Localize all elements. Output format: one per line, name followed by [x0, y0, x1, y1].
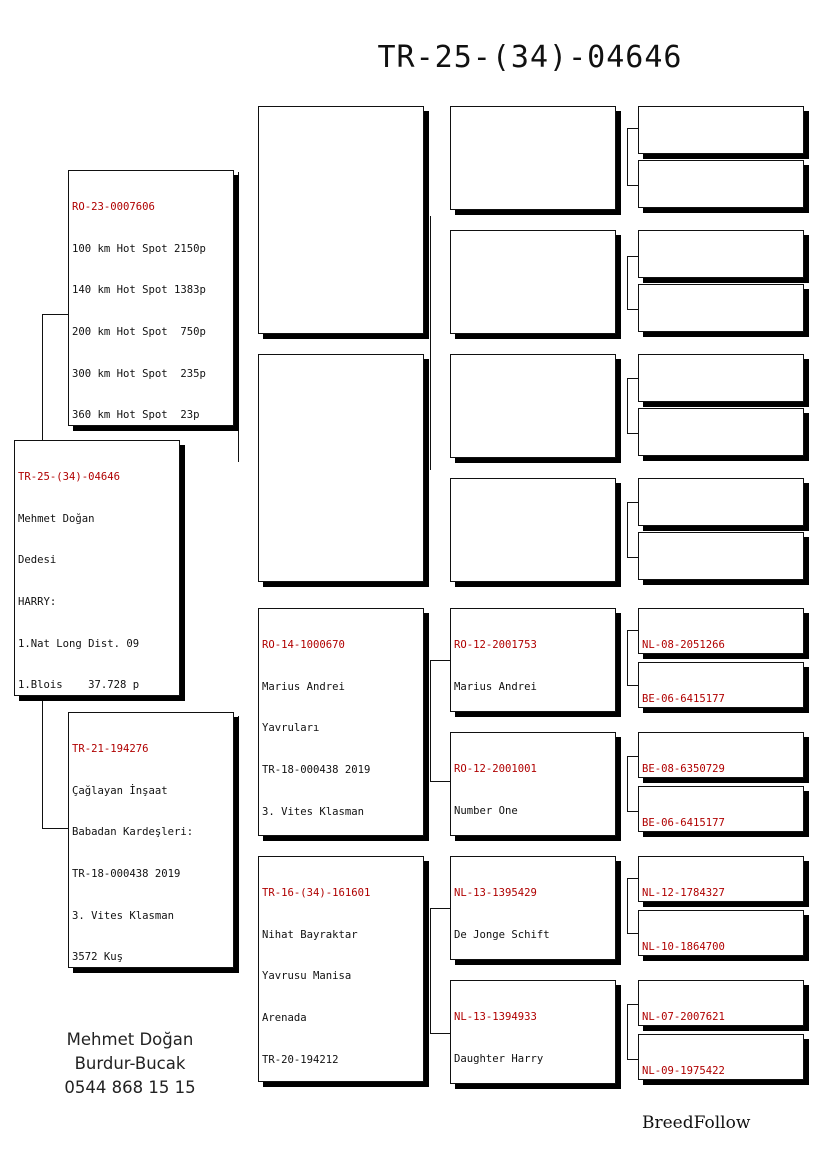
- card-line: 3. Vites Klasman: [72, 909, 175, 922]
- ring-number: NL-13-1395429: [454, 886, 537, 899]
- card-line: Marius Andrei: [454, 680, 537, 693]
- connector: [430, 908, 451, 1034]
- ring-number: NL-10-1864700: [642, 940, 725, 953]
- pedigree-title: TR-25-(34)-04646: [377, 40, 683, 75]
- connector: [430, 216, 451, 470]
- g4-card-empty[interactable]: [638, 532, 804, 580]
- g4-card[interactable]: [638, 608, 804, 654]
- g4-card[interactable]: [638, 856, 804, 902]
- g4-card-empty[interactable]: [638, 230, 804, 278]
- ring-number: RO-12-2001753: [454, 638, 537, 651]
- connector: [238, 172, 259, 462]
- ring-number: BE-06-6415177: [642, 816, 725, 829]
- card-line: 300 km Hot Spot 235p: [72, 367, 206, 380]
- connector: [42, 314, 70, 441]
- ring-number: RO-14-1000670: [262, 638, 345, 651]
- g4-card[interactable]: [638, 980, 804, 1026]
- sire-dam-card[interactable]: [258, 354, 424, 582]
- g3-card-empty[interactable]: [450, 354, 616, 458]
- g3-card[interactable]: [450, 856, 616, 960]
- dam-sire-card[interactable]: [258, 608, 424, 836]
- g4-card-empty[interactable]: [638, 408, 804, 456]
- card-line: TR-20-194212: [262, 1053, 339, 1066]
- ring-number: BE-06-6415177: [642, 692, 725, 705]
- g4-card[interactable]: [638, 786, 804, 832]
- g4-card[interactable]: [638, 732, 804, 778]
- card-line: Nihat Bayraktar: [262, 928, 358, 941]
- g3-card[interactable]: [450, 608, 616, 712]
- g3-card[interactable]: [450, 980, 616, 1084]
- g4-card-empty[interactable]: [638, 106, 804, 154]
- card-line: Babadan Kardeşleri:: [72, 826, 194, 839]
- ring-number: NL-07-2007621: [642, 1010, 725, 1023]
- card-line: Yavrusu Manisa: [262, 970, 352, 983]
- ring-number: TR-25-(34)-04646: [18, 470, 121, 483]
- owner-location: Burdur-Bucak: [74, 1054, 186, 1073]
- ring-number: TR-16-(34)-161601: [262, 886, 371, 899]
- owner-name: Mehmet Doğan: [66, 1030, 194, 1049]
- g4-card[interactable]: [638, 910, 804, 956]
- g4-card-empty[interactable]: [638, 478, 804, 526]
- card-line: 140 km Hot Spot 1383p: [72, 284, 206, 297]
- dam-dam-card[interactable]: [258, 856, 424, 1082]
- g4-card[interactable]: [638, 1034, 804, 1080]
- connector: [238, 716, 259, 970]
- g4-card-empty[interactable]: [638, 284, 804, 332]
- card-line: Yavruları: [262, 722, 320, 735]
- connector: [42, 700, 70, 829]
- dam-card[interactable]: [68, 712, 234, 968]
- ring-number: NL-13-1394933: [454, 1010, 537, 1023]
- card-line: 100 km Hot Spot 2150p: [72, 242, 206, 255]
- owner-phone: 0544 868 15 15: [64, 1078, 196, 1097]
- ring-number: NL-09-1975422: [642, 1064, 725, 1077]
- card-line: De Jonge Schift: [454, 928, 550, 941]
- card-line: Çağlayan İnşaat: [72, 784, 168, 797]
- g3-card-empty[interactable]: [450, 230, 616, 334]
- ring-number: RO-23-0007606: [72, 200, 155, 213]
- ring-number: NL-12-1784327: [642, 886, 725, 899]
- g4-card-empty[interactable]: [638, 160, 804, 208]
- subject-pigeon-card[interactable]: [14, 440, 180, 696]
- g4-card[interactable]: [638, 662, 804, 708]
- sire-sire-card[interactable]: [258, 106, 424, 334]
- card-line: 1.Nat Long Dist. 09: [18, 637, 140, 650]
- sire-card[interactable]: [68, 170, 234, 426]
- card-line: HARRY:: [18, 595, 57, 608]
- ring-number: BE-08-6350729: [642, 762, 725, 775]
- card-line: Number One: [454, 804, 518, 817]
- connector: [430, 660, 451, 782]
- card-line: Daughter Harry: [454, 1052, 544, 1065]
- owner-info: [40, 1028, 220, 1100]
- g3-card[interactable]: [450, 732, 616, 836]
- card-line: 3. Vites Klasman: [262, 805, 365, 818]
- ring-number: TR-21-194276: [72, 742, 149, 755]
- brand-logo-text: BreedFollow: [642, 1113, 751, 1133]
- g3-card-empty[interactable]: [450, 478, 616, 582]
- card-line: Arenada: [262, 1011, 307, 1024]
- ring-number: RO-12-2001001: [454, 762, 537, 775]
- card-line: 3572 Kuş: [72, 951, 124, 964]
- card-line: 1.Blois 37.728 p: [18, 679, 140, 692]
- g3-card-empty[interactable]: [450, 106, 616, 210]
- card-line: TR-18-000438 2019: [72, 867, 181, 880]
- card-line: Marius Andrei: [262, 680, 345, 693]
- card-line: 360 km Hot Spot 23p: [72, 409, 200, 422]
- ring-number: NL-08-2051266: [642, 638, 725, 651]
- g4-card-empty[interactable]: [638, 354, 804, 402]
- card-line: 200 km Hot Spot 750p: [72, 325, 206, 338]
- card-line: TR-18-000438 2019: [262, 763, 371, 776]
- card-line: Dedesi: [18, 554, 57, 567]
- card-line: Mehmet Doğan: [18, 512, 95, 525]
